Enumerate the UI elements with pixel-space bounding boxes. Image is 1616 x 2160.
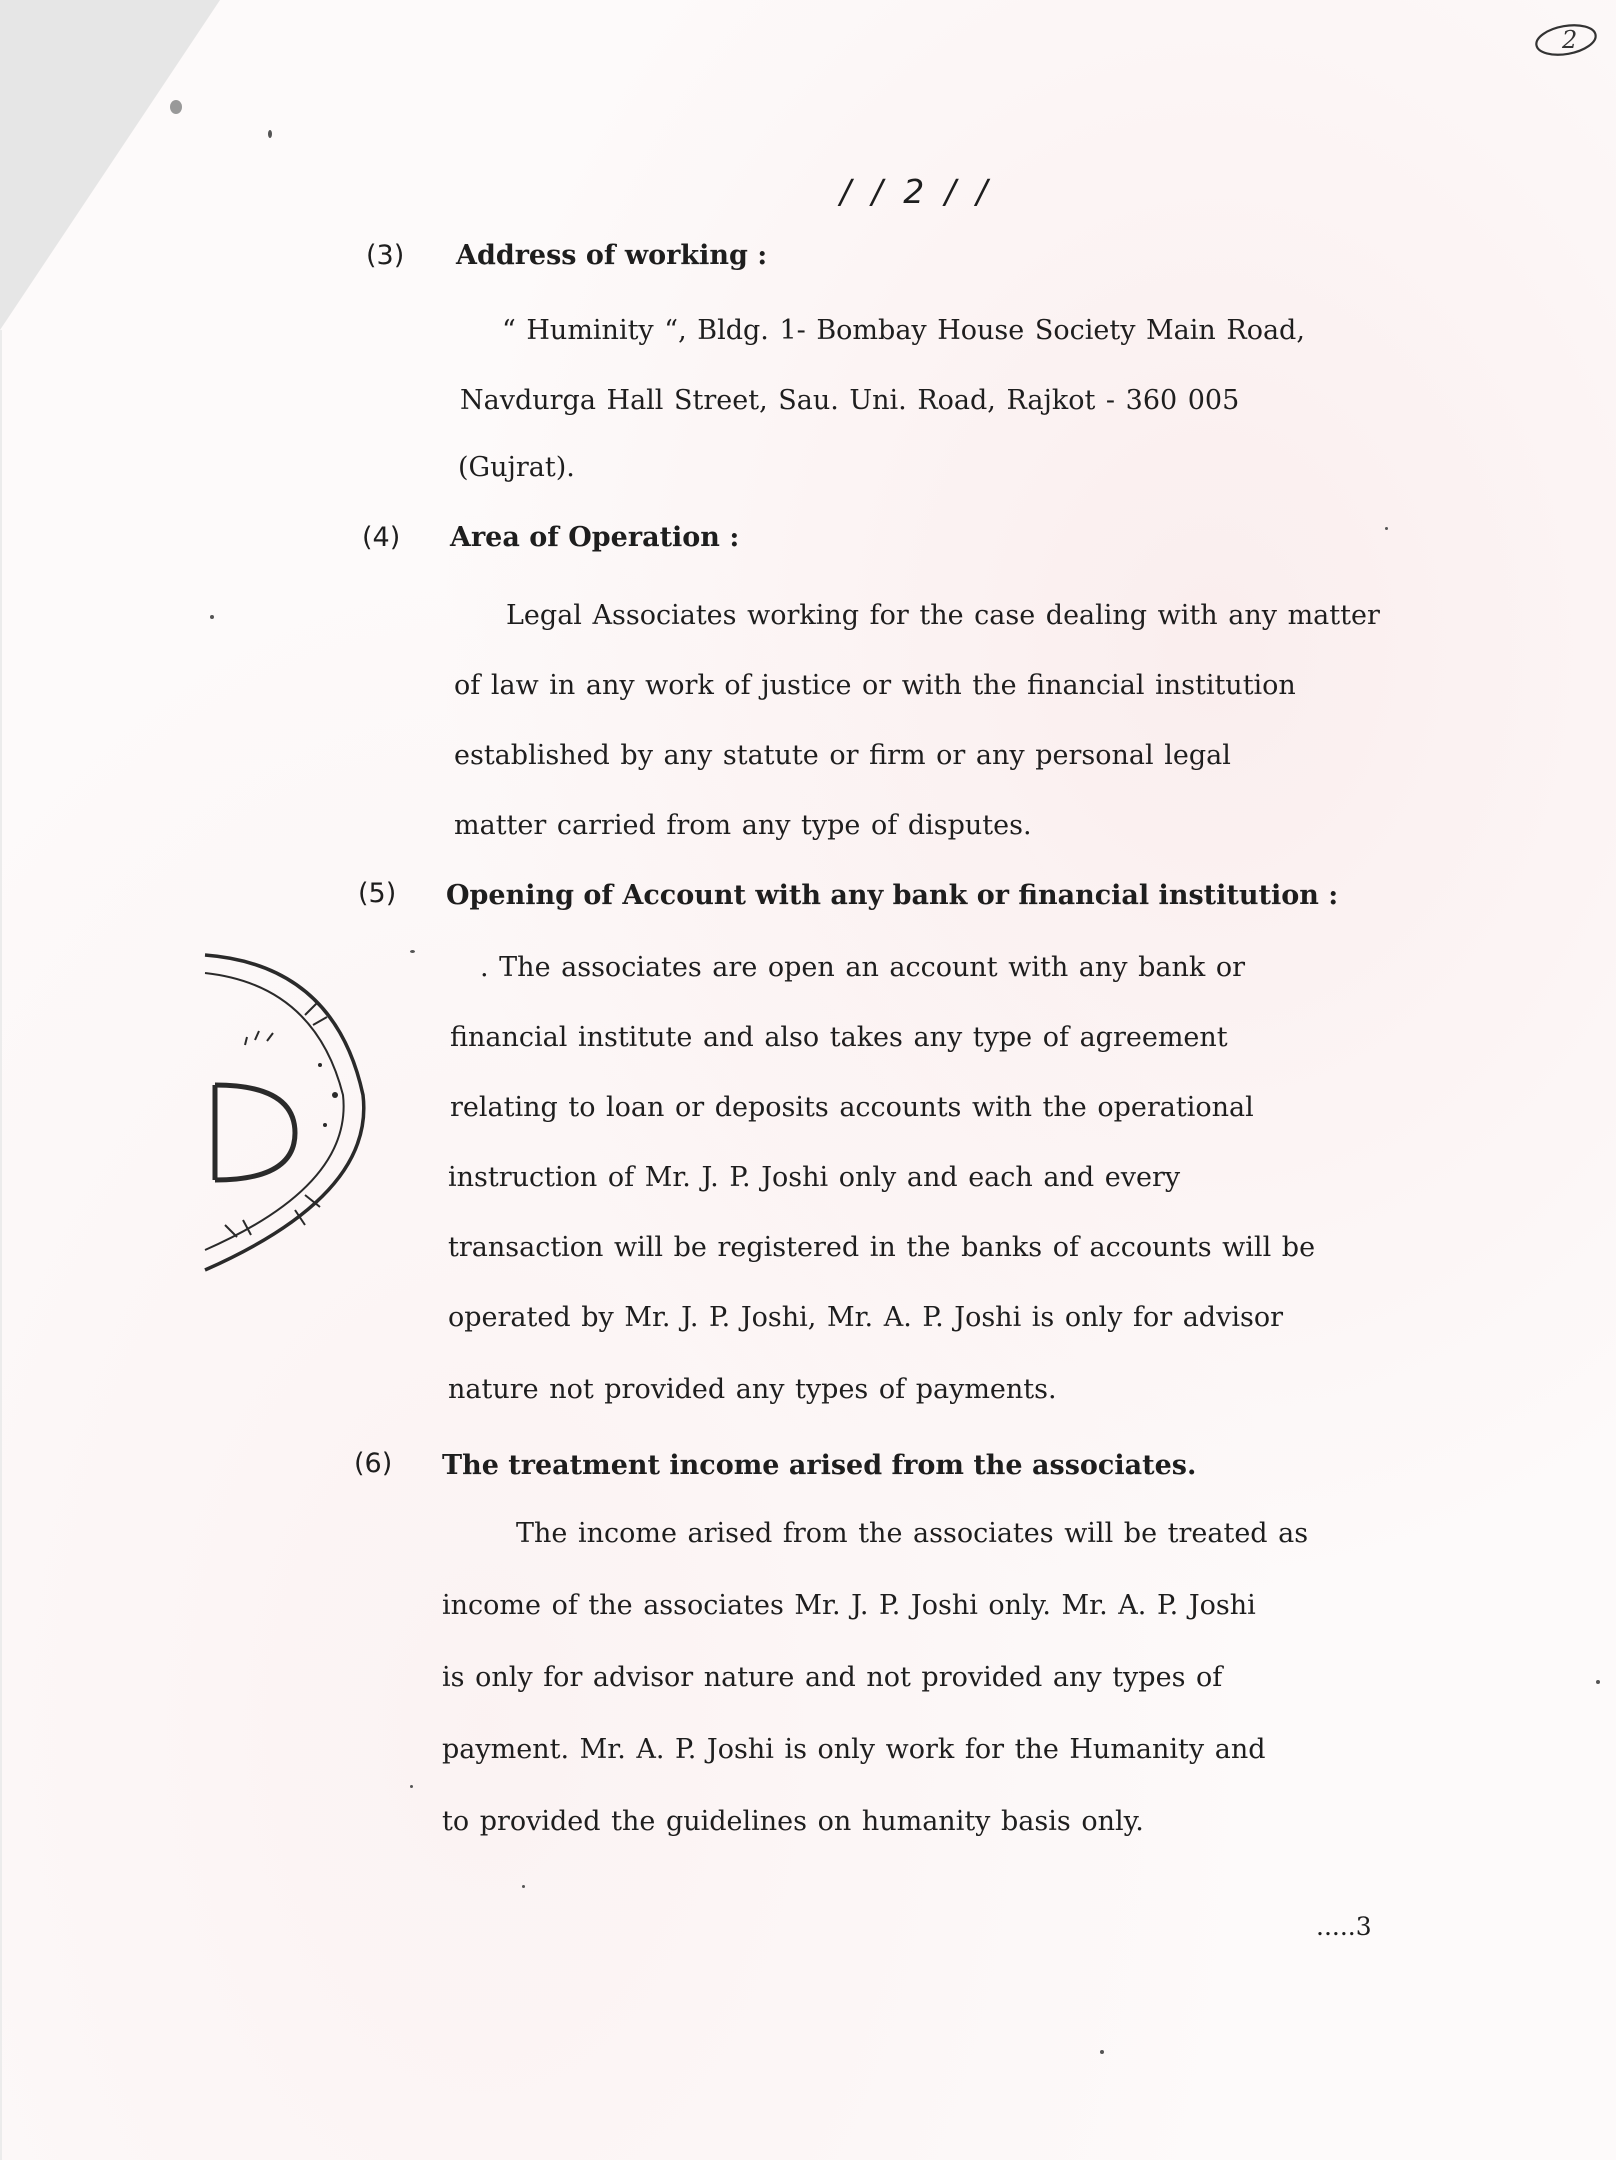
circled-page-marker [1532, 18, 1600, 58]
page-marker-text: 2 [1562, 26, 1578, 54]
section-4-heading: Area of Operation : [450, 522, 740, 553]
scan-speck [210, 615, 214, 619]
rubber-stamp [185, 945, 395, 1305]
scan-speck [410, 950, 415, 953]
section-6-line-5: to provided the guidelines on humanity basis only. [442, 1806, 1144, 1837]
scan-edge-shadow [0, 0, 220, 330]
continuation-marker: .....3 [1316, 1912, 1372, 1941]
section-5-heading: Opening of Account with any bank or financial institution : [446, 880, 1339, 911]
section-3-heading: Address of working : [456, 240, 768, 271]
section-6-line-4: payment. Mr. A. P. Joshi is only work for the Humanity and [442, 1734, 1266, 1765]
scan-speck [268, 130, 272, 138]
scan-margin-line [0, 330, 2, 2160]
section-3-line-1: “ Huminity “, Bldg. 1- Bombay House Society Main Road, [502, 315, 1305, 346]
section-6-heading: The treatment income arised from the associates. [442, 1450, 1197, 1481]
section-4-line-1: Legal Associates working for the case dealing with any matter [506, 600, 1380, 631]
section-5-line-1: . The associates are open an account with any bank or [480, 952, 1246, 983]
scan-speck [170, 100, 182, 114]
section-5-line-2: financial institute and also takes any type of agreement [450, 1022, 1228, 1053]
scan-speck [1100, 2050, 1104, 2054]
page-number-header: / / 2 / / [840, 172, 993, 211]
section-6-number: (6) [354, 1448, 393, 1479]
section-5-line-6: operated by Mr. J. P. Joshi, Mr. A. P. Joshi is only for advisor [448, 1302, 1283, 1333]
scan-speck [1385, 527, 1388, 530]
section-6-line-1: The income arised from the associates will be treated as [516, 1518, 1309, 1549]
scan-speck [410, 1785, 413, 1788]
section-5-line-3: relating to loan or deposits accounts with the operational [450, 1092, 1254, 1123]
section-4-line-2: of law in any work of justice or with the financial institution [454, 670, 1296, 701]
scan-speck [522, 1885, 525, 1888]
section-4-line-3: established by any statute or firm or any personal legal [454, 740, 1231, 771]
section-4-line-4: matter carried from any type of disputes. [454, 810, 1032, 841]
section-4-number: (4) [362, 522, 401, 553]
section-5-number: (5) [358, 878, 397, 909]
section-6-line-3: is only for advisor nature and not provided any types of [442, 1662, 1223, 1693]
section-5-line-4: instruction of Mr. J. P. Joshi only and each and every [448, 1162, 1181, 1193]
section-6-line-2: income of the associates Mr. J. P. Joshi only. Mr. A. P. Joshi [442, 1590, 1256, 1621]
section-3-line-2: Navdurga Hall Street, Sau. Uni. Road, Rajkot - 360 005 [460, 385, 1240, 416]
section-3-line-3: (Gujrat). [458, 452, 575, 483]
section-5-line-5: transaction will be registered in the banks of accounts will be [448, 1232, 1316, 1263]
scan-speck [1596, 1680, 1600, 1684]
section-3-number: (3) [366, 240, 405, 271]
section-5-line-7: nature not provided any types of payments. [448, 1374, 1057, 1405]
